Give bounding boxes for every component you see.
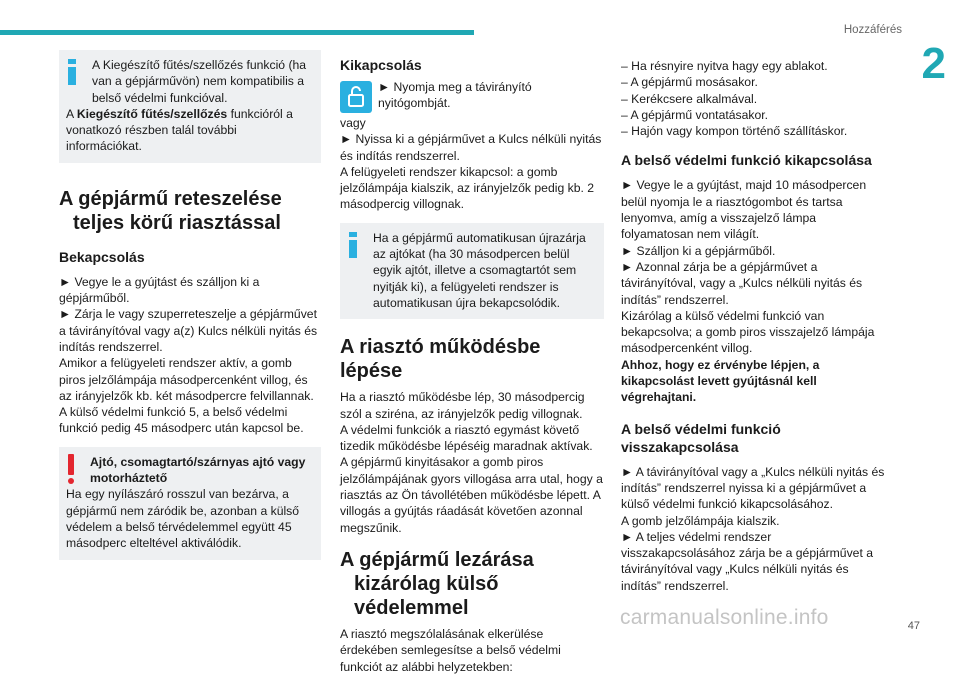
list-item: – Hajón vagy kompon történő szállításkor. xyxy=(621,124,848,139)
paragraph-note: Ahhoz, hogy ez érvénybe lépjen, a kikapcsolást levett gyújtásnál kell végrehajtani. xyxy=(621,357,820,405)
subheading-disable-interior: A belső védelmi funkció kikapcsolása xyxy=(621,152,872,169)
watermark: carmanualsonline.info xyxy=(620,606,829,629)
paragraph: ► A távirányítóval vagy a „Kulcs nélküli nyitás és indítás” rendszerrel nyissa ki a gépjárművet a külső védelmi funkció kikapcsolásához. xyxy=(621,464,885,512)
paragraph: A gomb jelzőlámpája kialszik. xyxy=(621,513,780,528)
header-accent-bar xyxy=(0,30,474,35)
paragraph: ► Zárja le vagy szuperreteszelje a gépjárművet a távirányítóval vagy a(z) Kulcs nélküli nyitás és indítás rendszerrel. xyxy=(59,307,318,354)
info-box-auto-relock xyxy=(340,223,604,319)
info-text: A Kiegészítő fűtés/szellőzés funkció (ha van a gépjárművön) nem kompatibilis a belső védelmi funkcióval. xyxy=(92,58,307,105)
column-1 xyxy=(59,50,321,560)
subheading-deactivation: Kikapcsolás xyxy=(340,57,422,73)
info-text: Ha a gépjármű automatikusan újrazárja az ajtókat (ha 30 másodpercen belül egyik ajtót, illetve a csomagtartót sem nyitják ki), a felügyeleti rendszer is automatikusan újra bekapcsolódik. xyxy=(373,230,586,310)
info-box-preheating xyxy=(59,50,321,163)
unlock-padlock-icon xyxy=(340,81,372,113)
info-icon xyxy=(346,232,360,258)
paragraph: Ha a riasztó működésbe lép, 30 másodpercig szól a sziréna, az irányjelzők pedig villognak. xyxy=(340,390,585,421)
chapter-title: Hozzáférés xyxy=(843,24,902,36)
warning-text: Ha egy nyílászáró rosszul van bezárva, a gépjármű nem záródik be, azonban a külső védelem a belső térvédelemmel együtt 45 másodperc elteltével aktiválódik. xyxy=(66,487,300,551)
paragraph: A riasztó megszólalásának elkerülése érdekében semlegesítse a belső védelmi funkciót az alábbi helyzetekben: xyxy=(340,626,561,674)
list-item: – A gépjármű mosásakor. xyxy=(621,75,758,90)
info-text-2: A Kiegészítő fűtés/szellőzés funkcióról a vonatkozó részben talál további információkat. xyxy=(66,106,293,154)
column-2 xyxy=(340,50,604,675)
section-heading-full-alarm: A gépjármű reteszelése teljes körű riasztással xyxy=(59,187,282,234)
paragraph: A felügyeleti rendszer kikapcsol: a gomb jelzőlámpája kialszik, az irányjelzők pedig kb. 2 másodpercig villognak. xyxy=(340,164,595,212)
warning-box-doors xyxy=(59,447,321,560)
subheading-activation: Bekapcsolás xyxy=(59,248,145,265)
paragraph: A külső védelmi funkció 5, a belső védelmi funkció pedig 45 másodperc után kapcsol be. xyxy=(59,405,304,436)
paragraph: ► Vegye le a gyújtást, majd 10 másodpercen belül nyomja le a riasztógombot és tartsa lenyomva, amíg a visszajelző lámpa folyamatosan nem világít. xyxy=(621,178,867,242)
chapter-number: 2 xyxy=(921,39,946,88)
paragraph: ► Szálljon ki a gépjárműből. xyxy=(621,243,776,258)
paragraph-or: vagy xyxy=(340,116,366,130)
list-item: – Kerékcsere alkalmával. xyxy=(621,91,758,106)
column-3 xyxy=(621,50,885,594)
section-heading-exterior-only: A gépjármű lezárása kizárólag külső védelemmel xyxy=(340,548,534,619)
subheading-reenable-interior: A belső védelmi funkció visszakapcsolása xyxy=(621,420,781,455)
page-number: 47 xyxy=(907,620,920,632)
section-heading-alarm-triggered: A riasztó működésbe lépése xyxy=(340,336,541,383)
paragraph: ► Azonnal zárja be a gépjárművet a távirányítóval, vagy a „Kulcs nélküli nyitás és indítás” rendszerrel. xyxy=(621,259,863,307)
paragraph: Kizárólag a külső védelmi funkció van bekapcsolva; a gomb piros visszajelző lámpája másodpercenként villog. xyxy=(621,308,875,356)
paragraph: ► Nyomja meg a távirányító nyitógombját. xyxy=(378,80,532,111)
list-item: – Ha résnyire nyitva hagy egy ablakot. xyxy=(621,59,828,73)
unlock-instruction xyxy=(340,79,604,115)
paragraph: Amikor a felügyeleti rendszer aktív, a gomb piros jelzőlámpája másodpercenként villog, és az irányjelzők kb. két másodpercre felvillannak. xyxy=(59,356,314,403)
paragraph: ► Nyissa ki a gépjárművet a Kulcs nélküli nyitás és indítás rendszerrel. xyxy=(340,132,602,163)
list-item: – A gépjármű vontatásakor. xyxy=(621,107,769,122)
paragraph: A védelmi funkciók a riasztó egymást követő tizedik működésbe lépéséig maradnak aktívak. xyxy=(340,422,593,454)
situations-list xyxy=(621,58,885,139)
paragraph: ► Vegye le a gyújtást és szálljon ki a gépjárműből. xyxy=(59,274,260,306)
warning-title: Ajtó, csomagtartó/szárnyas ajtó vagy motorháztető xyxy=(90,454,306,486)
warning-icon xyxy=(67,454,77,484)
paragraph: A gépjármű kinyitásakor a gomb piros jelzőlámpájának gyors villogása arra utal, hogy a riasztás az Ön távollétében működésbe lépett. A villogás a gyújtás ráadását követően azonnal megszűnik. xyxy=(340,455,603,535)
paragraph: ► A teljes védelmi rendszer visszakapcsolásához zárja be a gépjárművet a távirányítóval vagy „Kulcs nélküli nyitás és indítás” rendszerrel. xyxy=(621,529,874,593)
info-icon xyxy=(65,59,79,85)
